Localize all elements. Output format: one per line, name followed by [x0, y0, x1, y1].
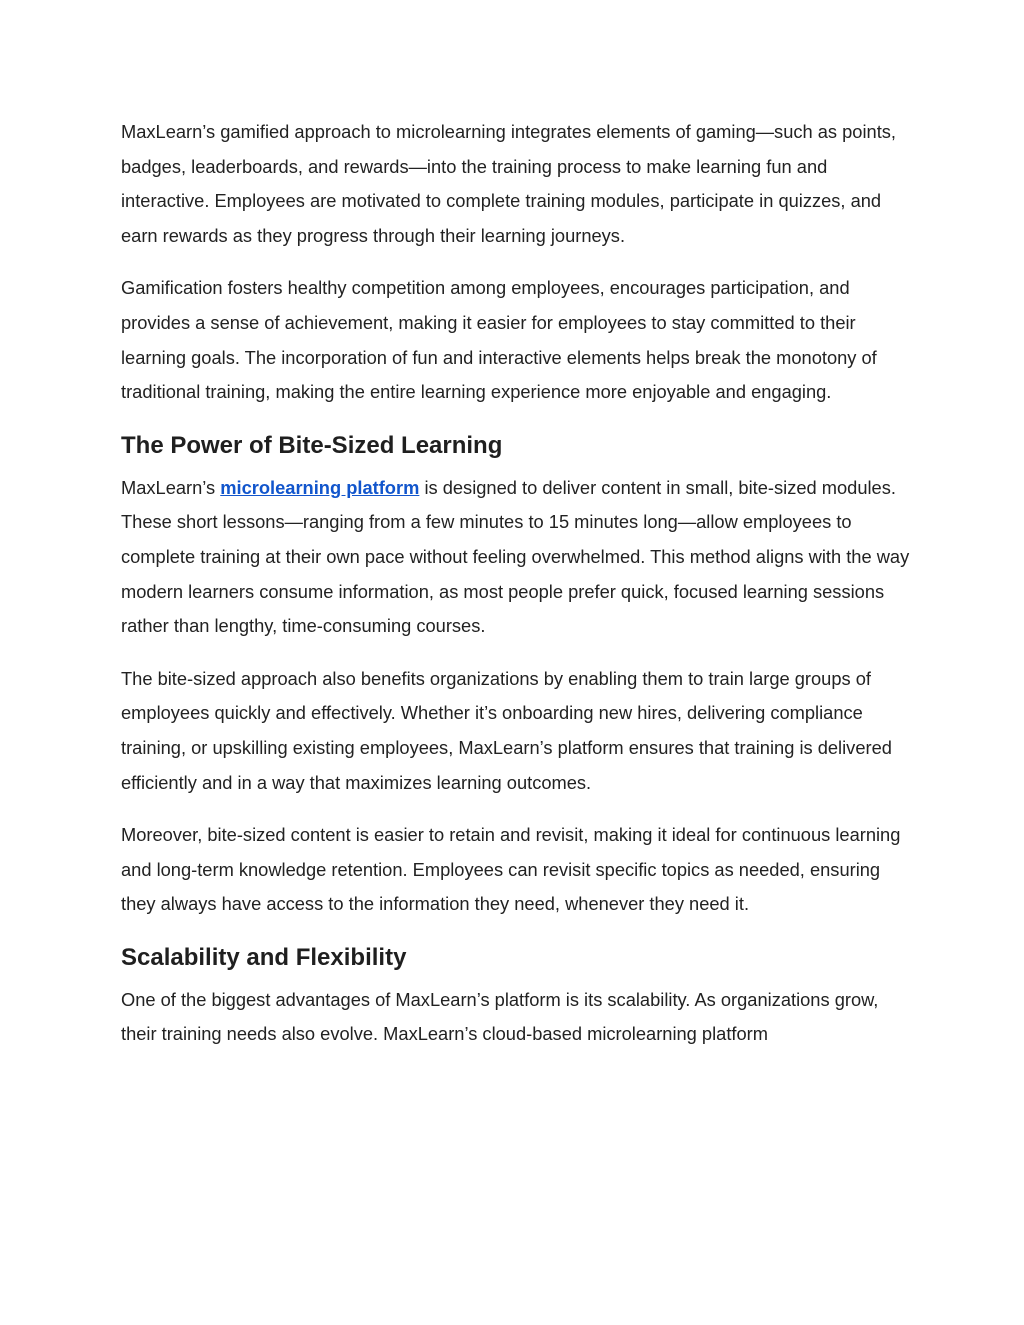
paragraph-text-rest: is designed to deliver content in small, bite-sized modules. These short lessons—ranging from a few minutes to 15 minutes long—allow employees to complete training at their own pace without feeling overwhelmed. This method aligns with the way modern learners consume information, as most people prefer quick, focused learning sessions rather than lengthy, time-consuming courses.: [121, 476, 910, 637]
paragraph-text-lead: MaxLearn’s: [121, 476, 221, 498]
section-heading-scalability: Scalability and Flexibility: [121, 943, 407, 971]
microlearning-platform-link[interactable]: microlearning platform: [220, 476, 420, 498]
section-paragraph-scalability: One of the biggest advantages of MaxLearn’s platform is its scalability. As organizations grow, their training needs also evolve. MaxLearn’s cloud-based microlearning platform: [121, 988, 879, 1045]
intro-paragraph-gamification: MaxLearn’s gamified approach to microlearning integrates elements of gaming—such as points, badges, leaderboards, and rewards—into the training process to make learning fun and interactive. Employees are motivated to complete training modules, participate in quizzes, and earn rewards as they progress through their learning journeys.: [121, 121, 896, 246]
intro-paragraph-competition: Gamification fosters healthy competition among employees, encourages participation, and provides a sense of achievement, making it easier for employees to stay committed to their learning goals. The incorporation of fun and interactive elements helps break the monotony of traditional training, making the entire learning experience more enjoyable and engaging.: [121, 277, 877, 403]
section-paragraph-organizations: The bite-sized approach also benefits organizations by enabling them to train large groups of employees quickly and effectively. Whether it’s onboarding new hires, delivering compliance training, or upskilling existing employees, MaxLearn’s platform ensures that training is delivered efficiently and in a way that maximizes learning outcomes.: [121, 667, 892, 793]
section-heading-bite-sized: The Power of Bite-Sized Learning: [121, 431, 503, 459]
section-paragraph-platform: [121, 471, 911, 644]
section-paragraph-retention: Moreover, bite-sized content is easier to retain and revisit, making it ideal for continuous learning and long-term knowledge retention. Employees can revisit specific topics as needed, ensuring they always have access to the information they need, whenever they need it.: [121, 824, 901, 915]
document-page: [121, 115, 911, 1070]
